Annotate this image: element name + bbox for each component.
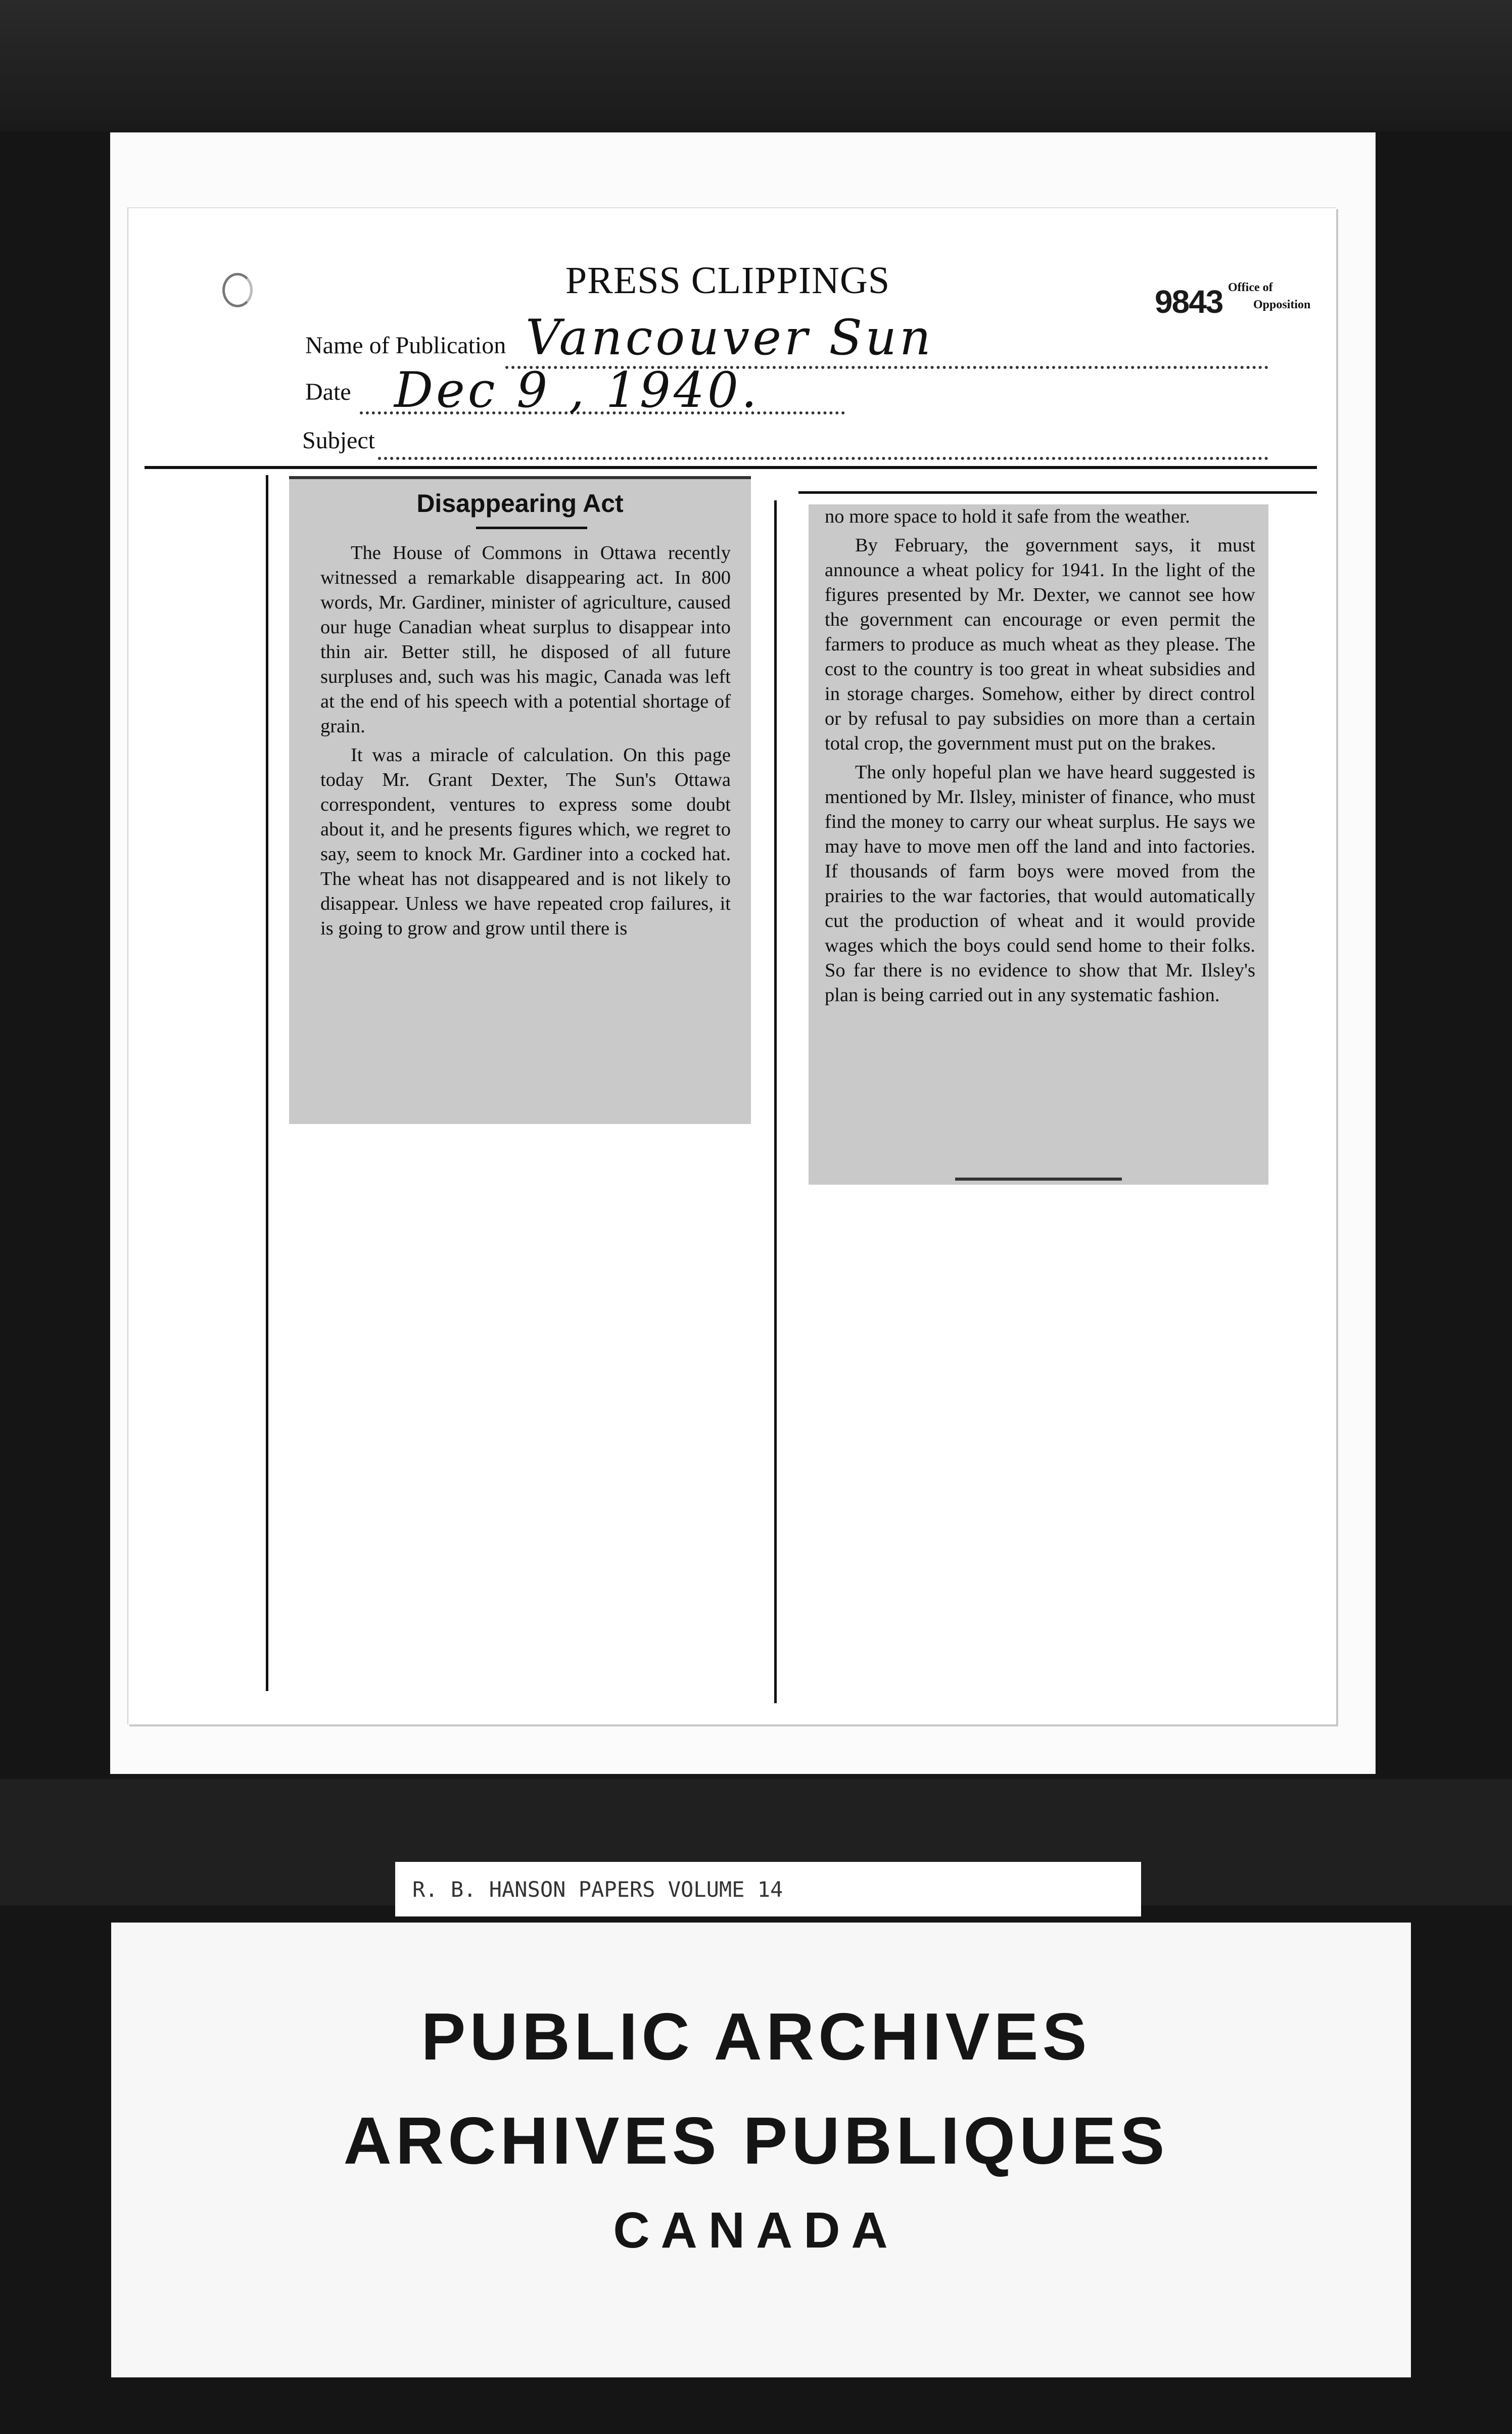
- clipping-right: [809, 504, 1268, 1185]
- clipping-paragraph: It was a miracle of calculation. On this page today Mr. Grant Dexter, The Sun's Ottawa correspondent, ventures to express some doubt about it, and he presents figures which, we regret to say, seem to knock Mr. Gardiner into a cocked hat. The wheat has not disappeared and is not likely to disappear. Unless we have repeated crop failures, it is going to grow and grow until there is: [320, 744, 731, 939]
- scanner-background: [0, 0, 1512, 131]
- subject-label: Subject: [302, 427, 375, 454]
- column-rule-middle: [774, 500, 777, 1703]
- stamp-number: 9843: [1155, 284, 1223, 320]
- clipping-left: [289, 476, 751, 1124]
- clipping-top-rule: [289, 476, 751, 479]
- clipping-paragraph: By February, the government says, it must announce a wheat policy for 1941. In the light of the figures presented by Mr. Dexter, we cannot see how the government can encourage or even permit the farmers to produce as much wheat as they please. The cost to the country is too great in wheat subsidies and in storage charges. Somehow, either by direct control or by refusal to pay subsidies on more than a certain total crop, the government must put on the brakes.: [825, 535, 1255, 754]
- column-rule-left: [266, 475, 268, 1691]
- stamp-office: Office of: [1228, 281, 1273, 294]
- publication-label: Name of Publication: [305, 332, 506, 359]
- stamp-opposition: Opposition: [1253, 298, 1311, 311]
- form-title: PRESS CLIPPINGS: [565, 259, 890, 302]
- volume-label: R. B. HANSON PAPERS VOLUME 14: [395, 1862, 1141, 1916]
- archive-line-english: PUBLIC ARCHIVES: [421, 1999, 1091, 2074]
- date-handwritten: Dec 9 , 1940.: [394, 362, 760, 418]
- clipping-paragraph: The only hopeful plan we have heard suggested is mentioned by Mr. Ilsley, minister of finance, who must find the money to carry our wheat surplus. He says we may have to move men off the land and into factories. If thousands of farm boys were moved from the prairies to the war factories, that would automatically cut the production of wheat and it would provide wages which the boys could send home to their folks. So far there is no evidence to show that Mr. Ilsley's plan is being carried out in any systematic fashion.: [825, 762, 1255, 1006]
- clipping-paragraph: no more space to hold it safe from the weather.: [825, 506, 1190, 527]
- clipping-heading: Disappearing Act: [416, 489, 624, 518]
- form-divider-top: [145, 466, 1317, 469]
- form-divider-right: [798, 491, 1317, 494]
- date-label: Date: [305, 379, 351, 405]
- archive-line-country: CANADA: [613, 2202, 899, 2259]
- clipping-bottom-rule: [955, 1178, 1122, 1181]
- clipping-paragraph: The House of Commons in Ottawa recently witnessed a remarkable disappearing act. In 800 words, Mr. Gardiner, minister of agriculture, caused our huge Canadian wheat surplus to disappear into thin air. Better still, he disposed of all future surpluses and, such was his magic, Canada was left at the end of his speech with a potential shortage of grain.: [320, 542, 731, 737]
- archive-line-french: ARCHIVES PUBLIQUES: [343, 2103, 1169, 2178]
- clipping-heading-underline: [476, 527, 587, 529]
- subject-dotline: [378, 457, 1268, 460]
- punch-hole: [222, 273, 253, 307]
- publication-handwritten: Vancouver Sun: [526, 309, 934, 366]
